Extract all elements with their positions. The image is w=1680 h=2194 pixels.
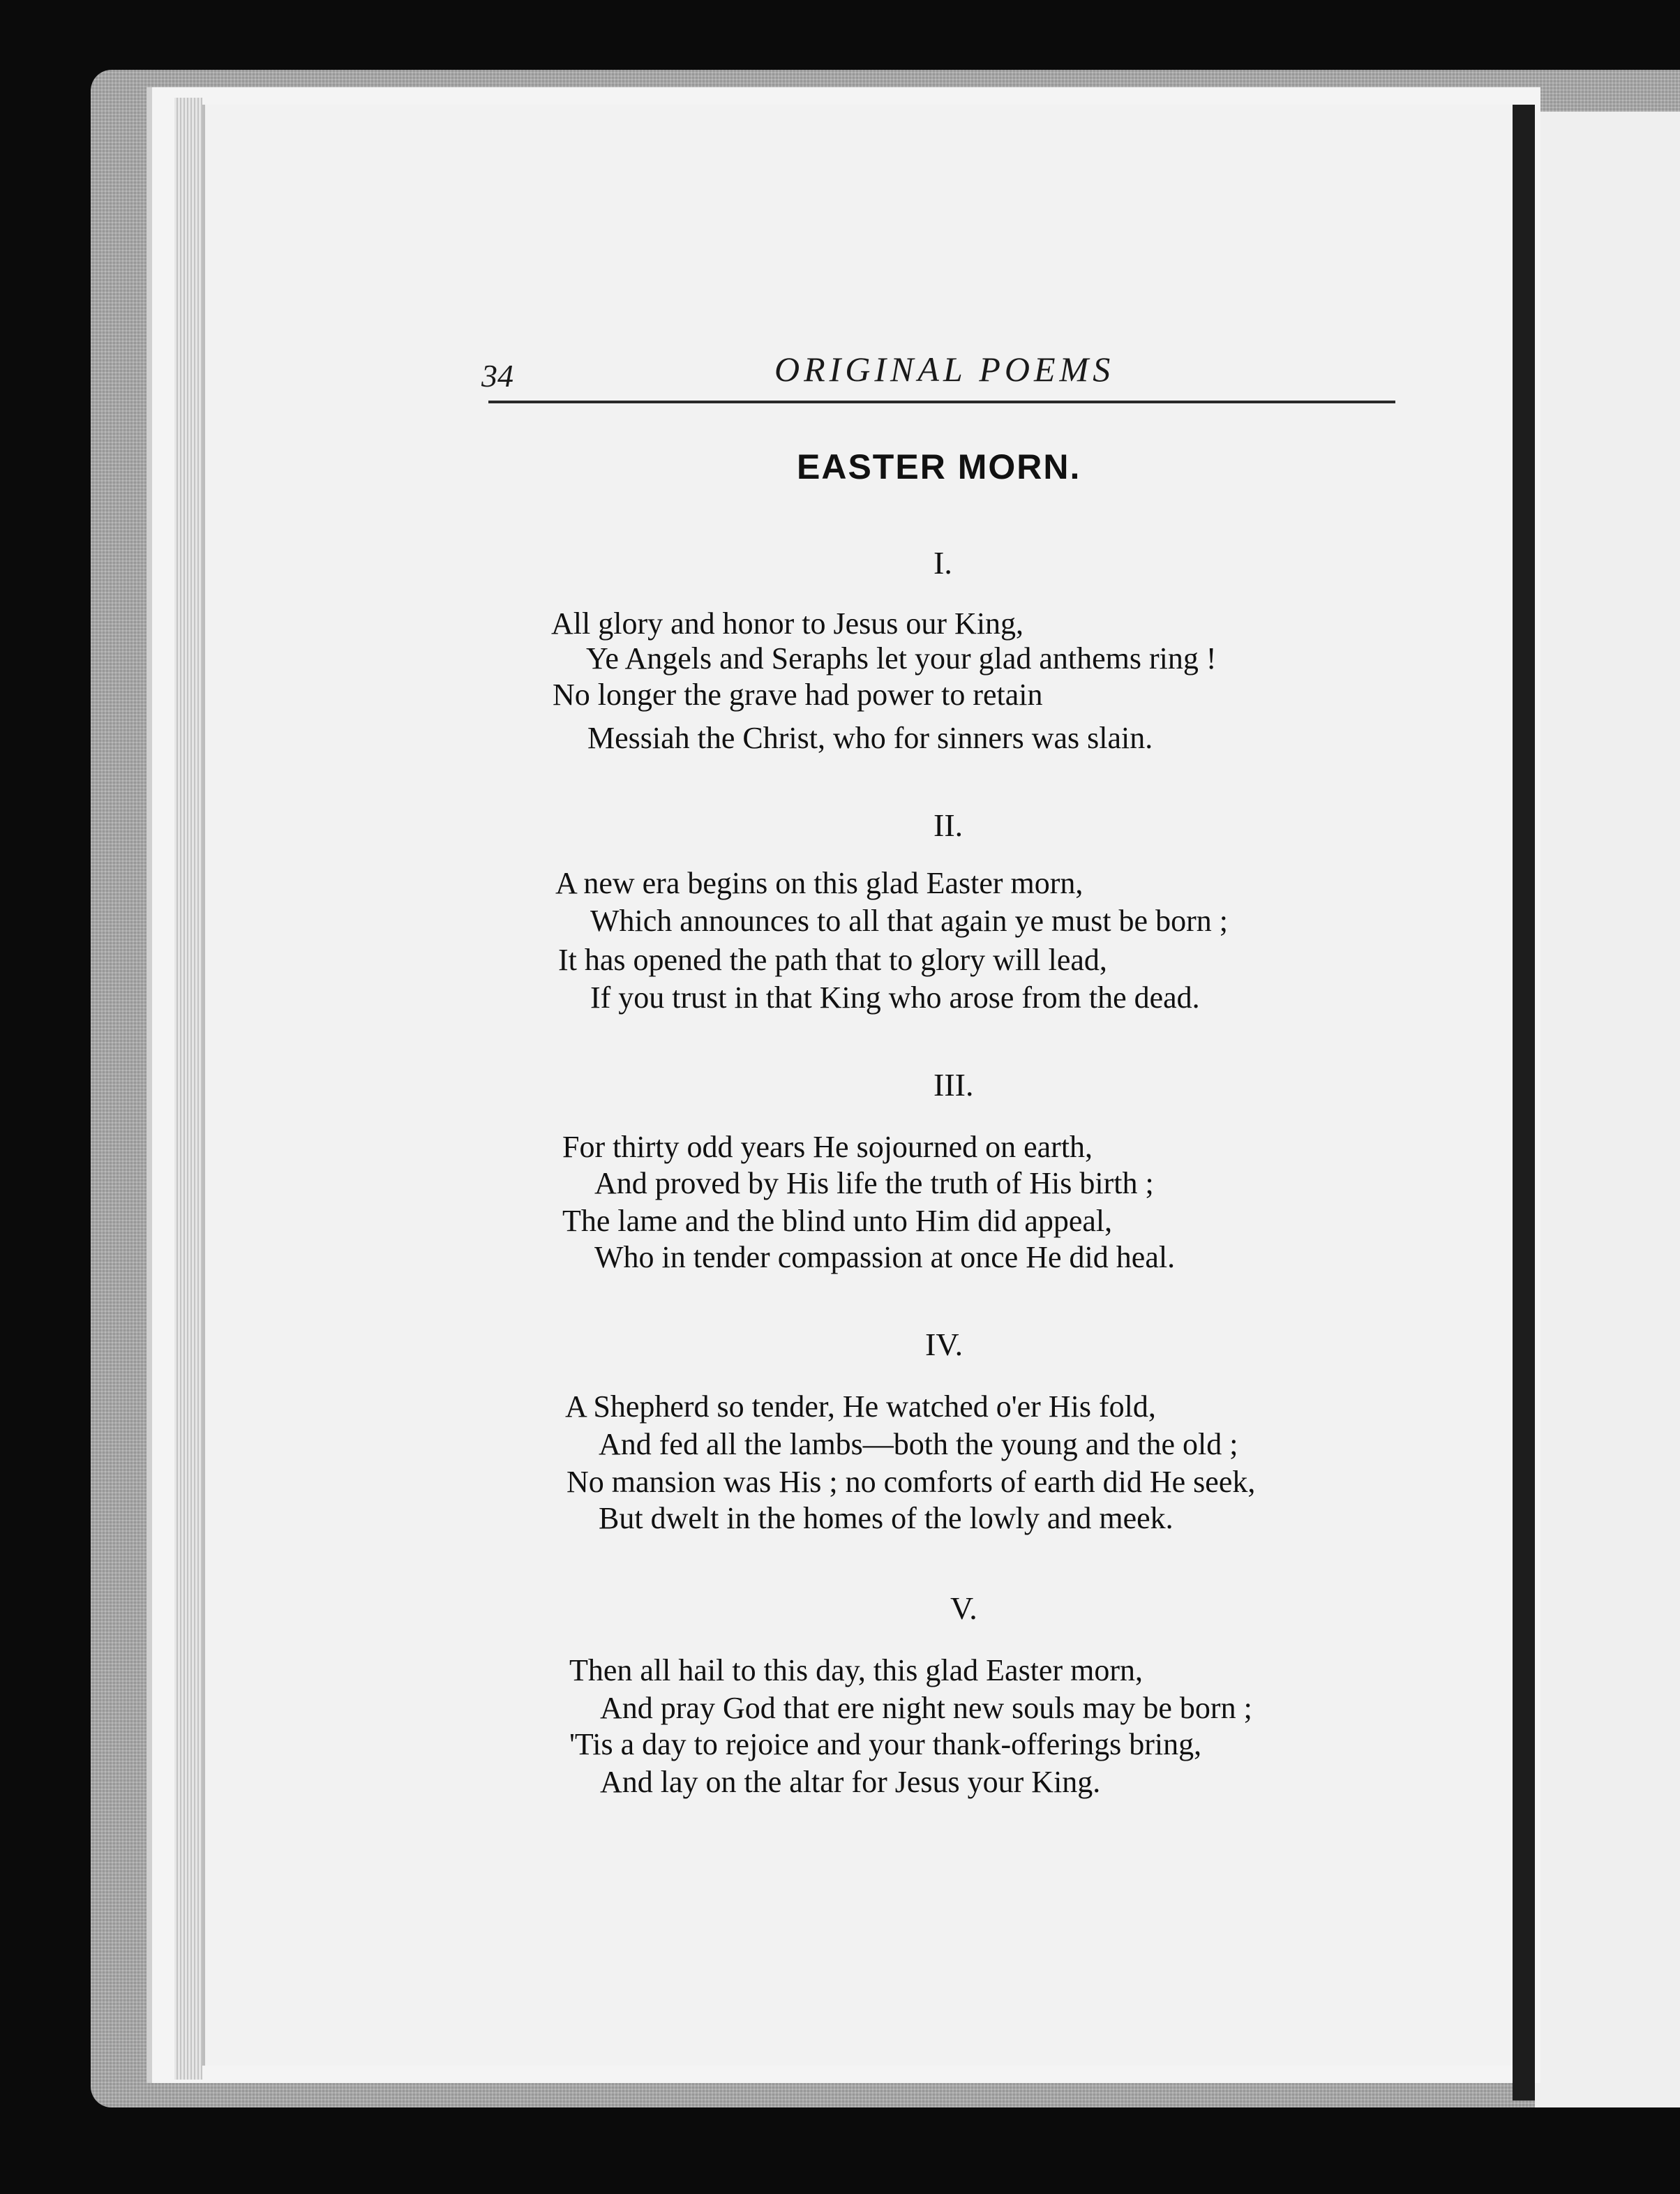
- poem-line: And lay on the altar for Jesus your King.: [600, 1765, 1101, 1799]
- poem-line: Messiah the Christ, who for sinners was slain.: [587, 721, 1153, 755]
- running-head: ORIGINAL POEMS: [774, 350, 1115, 389]
- poem-line: 'Tis a day to rejoice and your thank-offerings bring,: [569, 1727, 1202, 1761]
- poem-line: No longer the grave had power to retain: [553, 678, 1043, 712]
- stanza-numeral: IV.: [925, 1327, 963, 1362]
- poem-line: Who in tender compassion at once He did heal.: [594, 1240, 1176, 1274]
- poem-line: Ye Angels and Seraphs let your glad anthems ring !: [586, 641, 1217, 676]
- facing-page-edge: [1535, 112, 1680, 2107]
- poem-line: It has opened the path that to glory will lead,: [558, 943, 1107, 977]
- running-header: [481, 342, 1395, 412]
- poem-line: But dwelt in the homes of the lowly and meek.: [599, 1501, 1173, 1535]
- stanza-numeral: III.: [933, 1067, 974, 1103]
- book-gutter: [1513, 105, 1535, 2100]
- poem-line: And proved by His life the truth of His birth ;: [594, 1166, 1154, 1200]
- stanza-numeral: II.: [933, 807, 963, 843]
- poem-line: And fed all the lambs—both the young and the old ;: [599, 1427, 1238, 1461]
- poem-title: EASTER MORN.: [797, 447, 1081, 486]
- poem-line: The lame and the blind unto Him did appeal,: [562, 1204, 1113, 1238]
- poem-line: No mansion was His ; no comforts of earth did He seek,: [567, 1465, 1256, 1499]
- poem-line: A Shepherd so tender, He watched o'er His fold,: [565, 1389, 1156, 1424]
- header-rule: [488, 401, 1395, 403]
- poem-line: And pray God that ere night new souls may be born ;: [600, 1691, 1252, 1725]
- poem-line: Which announces to all that again ye must be born ;: [590, 904, 1228, 938]
- poem-line: A new era begins on this glad Easter morn,: [555, 866, 1083, 900]
- poem-line: If you trust in that King who arose from the dead.: [590, 980, 1200, 1015]
- stanza-numeral: V.: [950, 1590, 977, 1626]
- page-edges: [174, 98, 202, 2080]
- poem-line: Then all hail to this day, this glad Easter morn,: [569, 1653, 1143, 1687]
- page-number: 34: [481, 358, 513, 394]
- poem-line: All glory and honor to Jesus our King,: [551, 606, 1024, 641]
- poem-line: For thirty odd years He sojourned on earth,: [562, 1130, 1093, 1164]
- stanza-numeral: I.: [933, 545, 952, 581]
